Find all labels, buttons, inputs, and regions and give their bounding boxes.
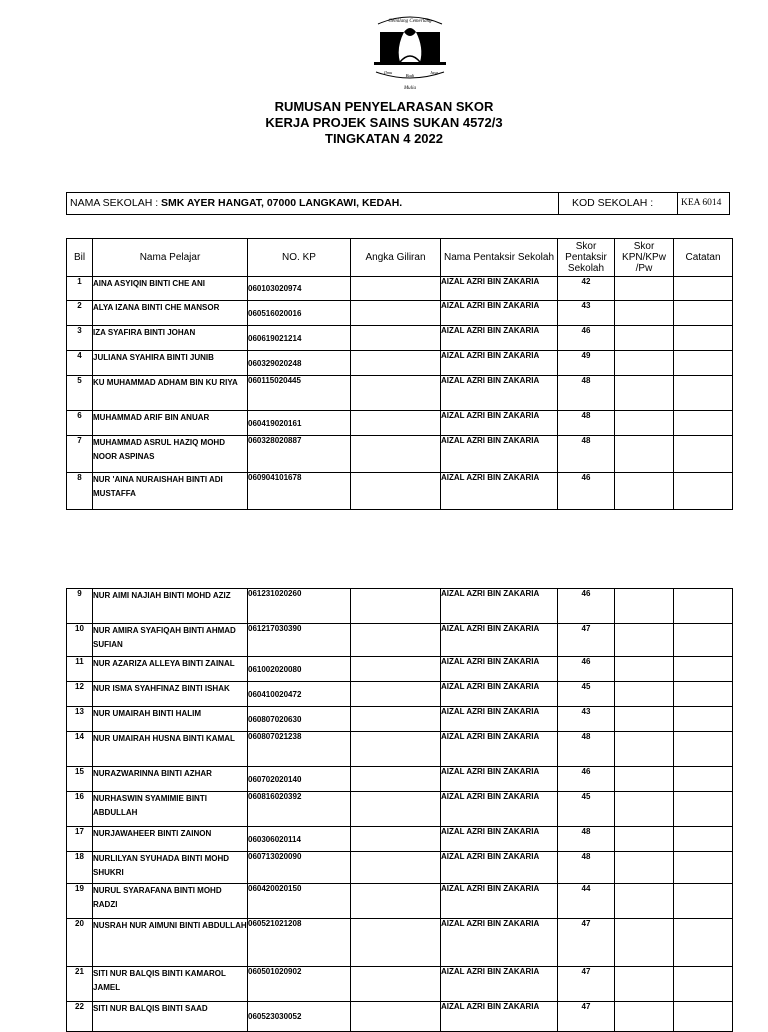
- row-angka-giliran: [351, 301, 441, 326]
- col-header-nama: Nama Pelajar: [93, 239, 248, 277]
- row-nama-pelajar: AINA ASYIQIN BINTI CHE ANI: [93, 277, 248, 301]
- row-skor-sekolah: 46: [558, 589, 615, 624]
- school-crest-icon: [370, 10, 450, 92]
- row-nama-pelajar: NURJAWAHEER BINTI ZAINON: [93, 827, 248, 852]
- row-nama-pentaksir: AIZAL AZRI BIN ZAKARIA: [441, 682, 558, 707]
- school-code-value: KEA 6014: [681, 198, 722, 208]
- row-skor-kpn: [615, 707, 674, 732]
- table-row: [67, 1002, 733, 1032]
- table-row: [67, 732, 733, 767]
- row-nama-pentaksir: AIZAL AZRI BIN ZAKARIA: [441, 351, 558, 376]
- row-nama-pentaksir: AIZAL AZRI BIN ZAKARIA: [441, 436, 558, 473]
- row-bil: 15: [67, 767, 93, 792]
- row-bil: 3: [67, 326, 93, 351]
- row-skor-sekolah: 47: [558, 1002, 615, 1032]
- row-nama-pelajar: NURHASWIN SYAMIMIE BINTI ABDULLAH: [93, 792, 248, 827]
- row-skor-sekolah: 46: [558, 657, 615, 682]
- row-nama-pentaksir: AIZAL AZRI BIN ZAKARIA: [441, 852, 558, 884]
- row-bil: 19: [67, 884, 93, 919]
- logo-motto-bottom: Mulia: [404, 86, 416, 91]
- row-skor-sekolah: 48: [558, 436, 615, 473]
- table-row: [67, 852, 733, 884]
- row-no-kp: 060619021214: [248, 326, 351, 351]
- row-skor-kpn: [615, 1002, 674, 1032]
- row-bil: 17: [67, 827, 93, 852]
- row-catatan: [674, 884, 733, 919]
- row-skor-kpn: [615, 967, 674, 1002]
- row-no-kp: 060807021238: [248, 732, 351, 767]
- table-body: [67, 589, 733, 1032]
- row-no-kp: 060410020472: [248, 682, 351, 707]
- row-skor-kpn: [615, 326, 674, 351]
- row-nama-pentaksir: AIZAL AZRI BIN ZAKARIA: [441, 827, 558, 852]
- row-angka-giliran: [351, 277, 441, 301]
- row-angka-giliran: [351, 589, 441, 624]
- row-nama-pentaksir: AIZAL AZRI BIN ZAKARIA: [441, 624, 558, 657]
- table-row: [67, 767, 733, 792]
- row-skor-kpn: [615, 884, 674, 919]
- row-no-kp: 060521021208: [248, 919, 351, 967]
- row-no-kp: 061231020260: [248, 589, 351, 624]
- row-skor-sekolah: 48: [558, 411, 615, 436]
- row-catatan: [674, 767, 733, 792]
- row-skor-kpn: [615, 767, 674, 792]
- row-nama-pentaksir: AIZAL AZRI BIN ZAKARIA: [441, 967, 558, 1002]
- row-skor-sekolah: 45: [558, 682, 615, 707]
- row-bil: 8: [67, 473, 93, 510]
- row-nama-pentaksir: AIZAL AZRI BIN ZAKARIA: [441, 884, 558, 919]
- table-row: [67, 827, 733, 852]
- row-catatan: [674, 436, 733, 473]
- table-row: [67, 624, 733, 657]
- row-nama-pelajar: MUHAMMAD ASRUL HAZIQ MOHD NOOR ASPINAS: [93, 436, 248, 473]
- row-bil: 4: [67, 351, 93, 376]
- school-info-box: [66, 192, 730, 215]
- row-catatan: [674, 301, 733, 326]
- col-header-bil: Bil: [67, 239, 93, 277]
- row-angka-giliran: [351, 884, 441, 919]
- row-bil: 11: [67, 657, 93, 682]
- row-skor-kpn: [615, 682, 674, 707]
- row-nama-pelajar: SITI NUR BALQIS BINTI SAAD: [93, 1002, 248, 1032]
- row-catatan: [674, 852, 733, 884]
- row-skor-kpn: [615, 827, 674, 852]
- row-catatan: [674, 707, 733, 732]
- row-nama-pelajar: NUR 'AINA NURAISHAH BINTI ADI MUSTAFFA: [93, 473, 248, 510]
- table-row: [67, 473, 733, 510]
- title-line-3: TINGKATAN 4 2022: [325, 131, 443, 146]
- table-row: [67, 326, 733, 351]
- table-row: [67, 792, 733, 827]
- table-row: [67, 707, 733, 732]
- score-table-page-2: [66, 588, 733, 1032]
- row-skor-sekolah: 47: [558, 967, 615, 1002]
- row-skor-kpn: [615, 852, 674, 884]
- row-no-kp: 060816020392: [248, 792, 351, 827]
- row-nama-pelajar: NURAZWARINNA BINTI AZHAR: [93, 767, 248, 792]
- table-row: [67, 589, 733, 624]
- row-no-kp: 060328020887: [248, 436, 351, 473]
- row-skor-sekolah: 48: [558, 852, 615, 884]
- row-no-kp: 061217030390: [248, 624, 351, 657]
- row-nama-pelajar: NUR AMIRA SYAFIQAH BINTI AHMAD SUFIAN: [93, 624, 248, 657]
- row-nama-pelajar: NUR UMAIRAH BINTI HALIM: [93, 707, 248, 732]
- divider: [558, 193, 559, 214]
- table-body: [67, 277, 733, 510]
- row-nama-pentaksir: AIZAL AZRI BIN ZAKARIA: [441, 792, 558, 827]
- row-nama-pelajar: IZA SYAFIRA BINTI JOHAN: [93, 326, 248, 351]
- row-skor-kpn: [615, 411, 674, 436]
- row-bil: 16: [67, 792, 93, 827]
- row-bil: 6: [67, 411, 93, 436]
- table-row: [67, 657, 733, 682]
- row-nama-pelajar: NURLILYAN SYUHADA BINTI MOHD SHUKRI: [93, 852, 248, 884]
- col-header-catatan: Catatan: [674, 239, 733, 277]
- row-angka-giliran: [351, 707, 441, 732]
- row-bil: 2: [67, 301, 93, 326]
- row-bil: 18: [67, 852, 93, 884]
- row-no-kp: 060419020161: [248, 411, 351, 436]
- row-angka-giliran: [351, 326, 441, 351]
- row-bil: 5: [67, 376, 93, 411]
- row-skor-sekolah: 46: [558, 767, 615, 792]
- row-nama-pentaksir: AIZAL AZRI BIN ZAKARIA: [441, 376, 558, 411]
- row-skor-sekolah: 44: [558, 884, 615, 919]
- row-angka-giliran: [351, 767, 441, 792]
- row-catatan: [674, 682, 733, 707]
- row-no-kp: 060501020902: [248, 967, 351, 1002]
- row-bil: 1: [67, 277, 93, 301]
- row-angka-giliran: [351, 732, 441, 767]
- row-skor-kpn: [615, 919, 674, 967]
- row-skor-sekolah: 42: [558, 277, 615, 301]
- row-skor-kpn: [615, 351, 674, 376]
- row-nama-pentaksir: AIZAL AZRI BIN ZAKARIA: [441, 707, 558, 732]
- row-nama-pelajar: MUHAMMAD ARIF BIN ANUAR: [93, 411, 248, 436]
- row-angka-giliran: [351, 852, 441, 884]
- row-skor-kpn: [615, 473, 674, 510]
- title-line-2: KERJA PROJEK SAINS SUKAN 4572/3: [265, 115, 503, 130]
- row-nama-pentaksir: AIZAL AZRI BIN ZAKARIA: [441, 277, 558, 301]
- row-skor-kpn: [615, 277, 674, 301]
- row-skor-kpn: [615, 732, 674, 767]
- row-no-kp: 060713020090: [248, 852, 351, 884]
- row-angka-giliran: [351, 351, 441, 376]
- row-nama-pelajar: KU MUHAMMAD ADHAM BIN KU RIYA: [93, 376, 248, 411]
- row-no-kp: 060103020974: [248, 277, 351, 301]
- row-no-kp: 060807020630: [248, 707, 351, 732]
- row-nama-pelajar: ALYA IZANA BINTI CHE MANSOR: [93, 301, 248, 326]
- row-catatan: [674, 732, 733, 767]
- row-nama-pentaksir: AIZAL AZRI BIN ZAKARIA: [441, 589, 558, 624]
- row-nama-pentaksir: AIZAL AZRI BIN ZAKARIA: [441, 301, 558, 326]
- logo-motto-center: Budi: [405, 73, 415, 78]
- row-catatan: [674, 919, 733, 967]
- row-nama-pentaksir: AIZAL AZRI BIN ZAKARIA: [441, 473, 558, 510]
- row-nama-pentaksir: AIZAL AZRI BIN ZAKARIA: [441, 732, 558, 767]
- row-angka-giliran: [351, 919, 441, 967]
- table-row: [67, 277, 733, 301]
- col-header-pentaksir: Nama Pentaksir Sekolah: [441, 239, 558, 277]
- table-row: [67, 351, 733, 376]
- table-row: [67, 376, 733, 411]
- row-skor-sekolah: 46: [558, 473, 615, 510]
- row-catatan: [674, 589, 733, 624]
- row-bil: 22: [67, 1002, 93, 1032]
- row-no-kp: 060306020114: [248, 827, 351, 852]
- row-no-kp: 060420020150: [248, 884, 351, 919]
- row-nama-pelajar: NURUL SYARAFANA BINTI MOHD RADZI: [93, 884, 248, 919]
- row-bil: 10: [67, 624, 93, 657]
- table-row: [67, 301, 733, 326]
- row-bil: 7: [67, 436, 93, 473]
- row-skor-sekolah: 47: [558, 624, 615, 657]
- title-line-1: RUMUSAN PENYELARASAN SKOR: [274, 99, 494, 114]
- row-nama-pelajar: NUR AIMI NAJIAH BINTI MOHD AZIZ: [93, 589, 248, 624]
- row-bil: 21: [67, 967, 93, 1002]
- row-nama-pelajar: NUR ISMA SYAHFINAZ BINTI ISHAK: [93, 682, 248, 707]
- row-nama-pelajar: SITI NUR BALQIS BINTI KAMAROL JAMEL: [93, 967, 248, 1002]
- logo-motto-right: Jasa: [430, 70, 439, 75]
- row-angka-giliran: [351, 827, 441, 852]
- row-skor-sekolah: 45: [558, 792, 615, 827]
- school-name-label: NAMA SEKOLAH :: [70, 197, 159, 209]
- col-header-skor-sekolah: Skor Pentaksir Sekolah: [558, 239, 615, 277]
- row-no-kp: 061002020080: [248, 657, 351, 682]
- row-no-kp: 060329020248: [248, 351, 351, 376]
- row-angka-giliran: [351, 473, 441, 510]
- table-row: [67, 436, 733, 473]
- row-nama-pentaksir: AIZAL AZRI BIN ZAKARIA: [441, 1002, 558, 1032]
- row-catatan: [674, 326, 733, 351]
- row-skor-kpn: [615, 792, 674, 827]
- col-header-kp: NO. KP: [248, 239, 351, 277]
- row-skor-sekolah: 43: [558, 707, 615, 732]
- row-skor-sekolah: 43: [558, 301, 615, 326]
- table-row: [67, 411, 733, 436]
- row-catatan: [674, 376, 733, 411]
- row-angka-giliran: [351, 436, 441, 473]
- row-bil: 9: [67, 589, 93, 624]
- school-code-label: KOD SEKOLAH :: [572, 197, 654, 209]
- row-nama-pentaksir: AIZAL AZRI BIN ZAKARIA: [441, 411, 558, 436]
- row-catatan: [674, 351, 733, 376]
- row-angka-giliran: [351, 657, 441, 682]
- row-no-kp: 060904101678: [248, 473, 351, 510]
- row-skor-sekolah: 49: [558, 351, 615, 376]
- table-row: [67, 967, 733, 1002]
- row-skor-kpn: [615, 301, 674, 326]
- row-skor-sekolah: 48: [558, 732, 615, 767]
- row-nama-pelajar: JULIANA SYAHIRA BINTI JUNIB: [93, 351, 248, 376]
- row-skor-kpn: [615, 657, 674, 682]
- row-bil: 12: [67, 682, 93, 707]
- row-no-kp: 060523030052: [248, 1002, 351, 1032]
- row-bil: 13: [67, 707, 93, 732]
- row-angka-giliran: [351, 624, 441, 657]
- divider: [677, 193, 678, 214]
- row-angka-giliran: [351, 376, 441, 411]
- row-nama-pelajar: NUSRAH NUR AIMUNI BINTI ABDULLAH: [93, 919, 248, 967]
- logo-motto-left: Ilmu: [384, 70, 393, 75]
- row-nama-pentaksir: AIZAL AZRI BIN ZAKARIA: [441, 326, 558, 351]
- row-bil: 14: [67, 732, 93, 767]
- school-name-value: SMK AYER HANGAT, 07000 LANGKAWI, KEDAH.: [161, 197, 403, 209]
- row-skor-sekolah: 46: [558, 326, 615, 351]
- row-no-kp: 060702020140: [248, 767, 351, 792]
- row-nama-pelajar: NUR UMAIRAH HUSNA BINTI KAMAL: [93, 732, 248, 767]
- row-nama-pentaksir: AIZAL AZRI BIN ZAKARIA: [441, 919, 558, 967]
- row-angka-giliran: [351, 792, 441, 827]
- row-no-kp: 060115020445: [248, 376, 351, 411]
- row-catatan: [674, 792, 733, 827]
- row-bil: 20: [67, 919, 93, 967]
- row-no-kp: 060516020016: [248, 301, 351, 326]
- row-angka-giliran: [351, 411, 441, 436]
- row-nama-pelajar: NUR AZARIZA ALLEYA BINTI ZAINAL: [93, 657, 248, 682]
- row-catatan: [674, 1002, 733, 1032]
- school-name: [70, 193, 402, 214]
- row-catatan: [674, 624, 733, 657]
- row-skor-sekolah: 47: [558, 919, 615, 967]
- row-angka-giliran: [351, 967, 441, 1002]
- table-row: [67, 919, 733, 967]
- row-skor-kpn: [615, 589, 674, 624]
- row-nama-pentaksir: AIZAL AZRI BIN ZAKARIA: [441, 657, 558, 682]
- col-header-angka: Angka Giliran: [351, 239, 441, 277]
- row-angka-giliran: [351, 682, 441, 707]
- row-catatan: [674, 657, 733, 682]
- row-catatan: [674, 967, 733, 1002]
- row-angka-giliran: [351, 1002, 441, 1032]
- table-row: [67, 682, 733, 707]
- score-table-page-1: [66, 238, 733, 510]
- row-catatan: [674, 473, 733, 510]
- row-skor-sekolah: 48: [558, 827, 615, 852]
- row-catatan: [674, 827, 733, 852]
- row-catatan: [674, 411, 733, 436]
- row-nama-pentaksir: AIZAL AZRI BIN ZAKARIA: [441, 767, 558, 792]
- row-skor-kpn: [615, 376, 674, 411]
- table-row: [67, 884, 733, 919]
- col-header-skor-kpn: Skor KPN/KPw /Pw: [615, 239, 674, 277]
- row-skor-kpn: [615, 624, 674, 657]
- logo-banner-text: Gemilang Cemerlang: [388, 19, 432, 24]
- row-catatan: [674, 277, 733, 301]
- row-skor-sekolah: 48: [558, 376, 615, 411]
- row-skor-kpn: [615, 436, 674, 473]
